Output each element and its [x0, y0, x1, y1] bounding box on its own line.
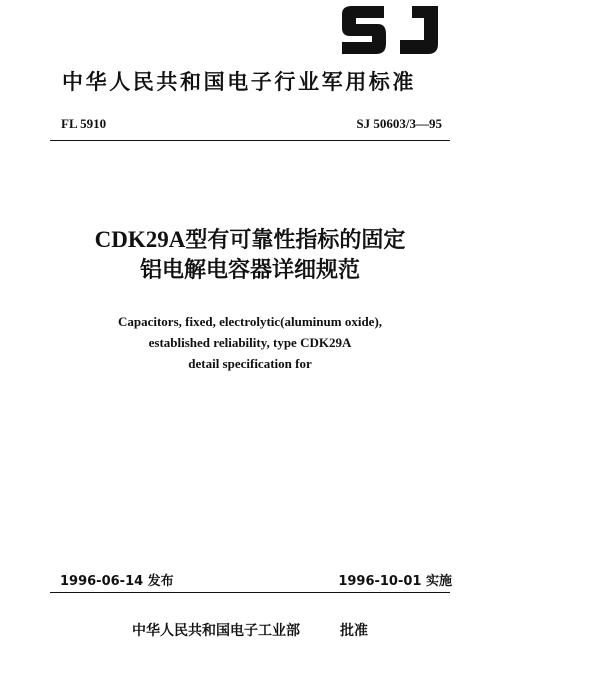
- implementation-date: 1996-10-01 实施: [338, 574, 452, 589]
- chinese-title-model: CDK29A: [94, 227, 186, 252]
- sj-logo-mark: [338, 4, 442, 56]
- english-title-line-1: Capacitors, fixed, electrolytic(aluminum oxide),: [117, 314, 383, 329]
- issue-date: 1996-06-14 发布: [60, 574, 174, 589]
- sj-logo: [338, 4, 442, 56]
- footer-divider: [50, 592, 450, 593]
- english-title-line-2: established reliability, type CDK29A: [148, 335, 352, 350]
- chinese-title-line-2: 铝电解电容器详细规范: [139, 258, 360, 283]
- standard-number: SJ 50603/3—95: [356, 116, 442, 131]
- standard-type-heading: 中华人民共和国电子行业军用标准: [62, 70, 416, 94]
- classification-code: FL 5910: [61, 116, 107, 131]
- chinese-title-line-1-text: 型有可靠性指标的固定: [185, 228, 406, 253]
- approval-label: 批准: [340, 623, 368, 639]
- header-divider: [50, 140, 450, 141]
- english-title-line-3: detail specification for: [188, 356, 312, 371]
- chinese-title-line-1: [50, 224, 450, 257]
- approving-authority: 中华人民共和国电子工业部: [132, 623, 300, 639]
